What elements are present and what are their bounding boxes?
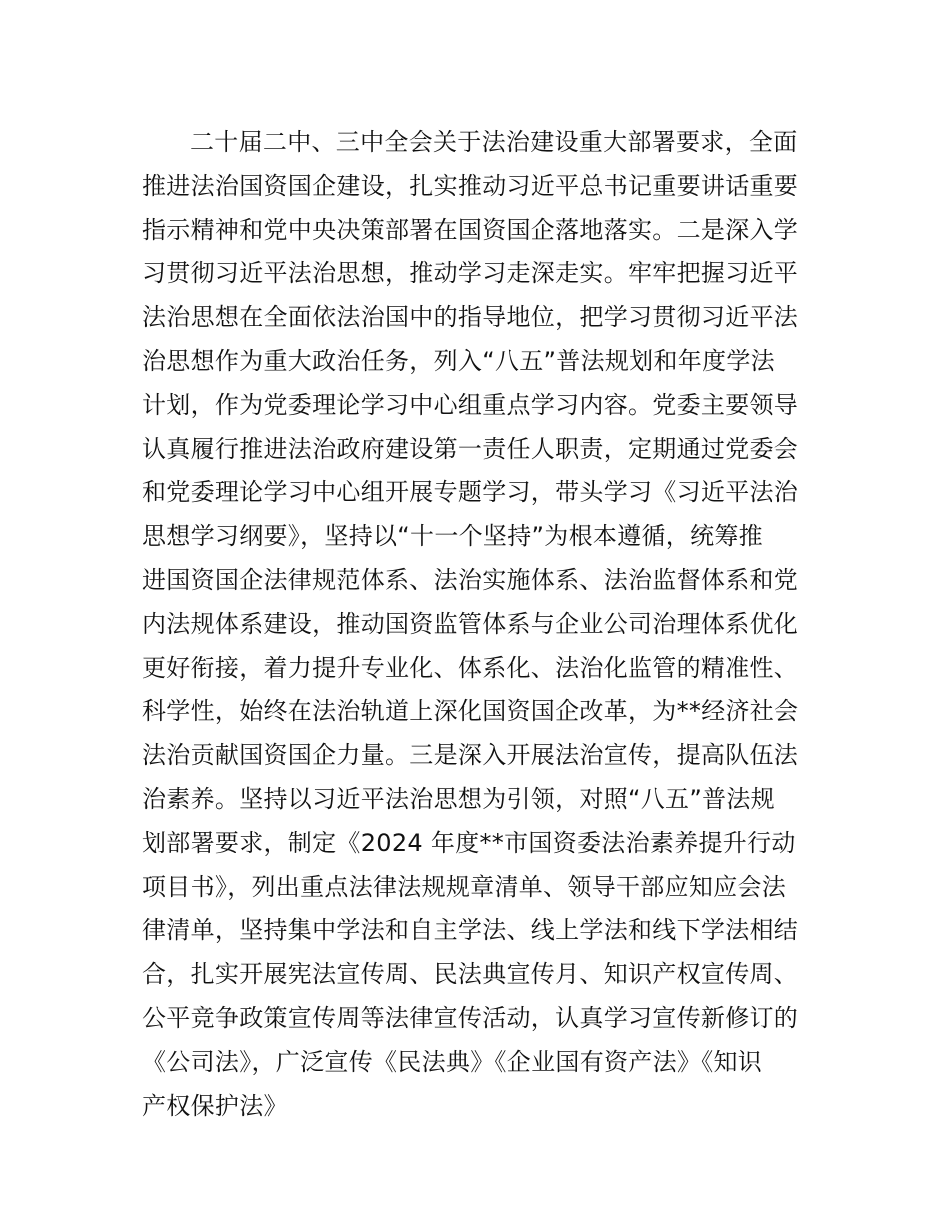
paragraph-line: 科学性，始终在法治轨道上深化国资国企改革，为**经济社会 bbox=[142, 697, 799, 726]
body-paragraph bbox=[142, 121, 822, 1128]
paragraph-line: 更好衔接，着力提升专业化、体系化、法治化监管的精准性、 bbox=[142, 653, 799, 682]
paragraph-line: 划部署要求，制定《2024 年度**市国资委法治素养提升行动 bbox=[142, 828, 796, 857]
paragraph-line: 《公司法》，广泛宣传《民法典》《企业国有资产法》《知识 bbox=[142, 1047, 763, 1076]
paragraph-line: 计划，作为党委理论学习中心组重点学习内容。党委主要领导 bbox=[142, 390, 799, 419]
paragraph-line: 法治思想在全面依法治国中的指导地位，把学习贯彻习近平法 bbox=[142, 303, 799, 332]
paragraph-line: 指示精神和党中央决策部署在国资国企落地落实。二是深入学 bbox=[142, 215, 799, 244]
paragraph-line: 思想学习纲要》，坚持以“十一个坚持”为根本遵循，统筹推 bbox=[142, 522, 763, 551]
paragraph-line: 合，扎实开展宪法宣传周、民法典宣传月、知识产权宣传周、 bbox=[142, 960, 799, 989]
paragraph-line: 内法规体系建设，推动国资监管体系与企业公司治理体系优化 bbox=[142, 609, 799, 638]
paragraph-line: 和党委理论学习中心组开展专题学习，带头学习《习近平法治 bbox=[142, 478, 799, 507]
paragraph-line: 产权保护法》 bbox=[142, 1091, 288, 1120]
paragraph-line: 项目书》，列出重点法律法规规章清单、领导干部应知应会法 bbox=[142, 872, 787, 901]
paragraph-line: 习贯彻习近平法治思想，推动学习走深走实。牢牢把握习近平 bbox=[142, 259, 799, 288]
paragraph-line: 认真履行推进法治政府建设第一责任人职责，定期通过党委会 bbox=[142, 434, 799, 463]
paragraph-line: 推进法治国资国企建设，扎实推动习近平总书记重要讲话重要 bbox=[142, 171, 799, 200]
paragraph-line: 进国资国企法律规范体系、法治实施体系、法治监督体系和党 bbox=[142, 565, 799, 594]
paragraph-line: 二十届二中、三中全会关于法治建设重大部署要求，全面 bbox=[190, 128, 798, 156]
paragraph-line: 法治贡献国资国企力量。三是深入开展法治宣传，提高队伍法 bbox=[142, 741, 799, 770]
paragraph-line: 公平竞争政策宣传周等法律宣传活动，认真学习宣传新修订的 bbox=[142, 1003, 799, 1032]
paragraph-line: 治思想作为重大政治任务，列入“八五”普法规划和年度学法 bbox=[142, 346, 775, 375]
paragraph-line: 治素养。坚持以习近平法治思想为引领，对照“八五”普法规 bbox=[142, 784, 775, 813]
paragraph-line: 律清单，坚持集中学法和自主学法、线上学法和线下学法相结 bbox=[142, 916, 799, 945]
